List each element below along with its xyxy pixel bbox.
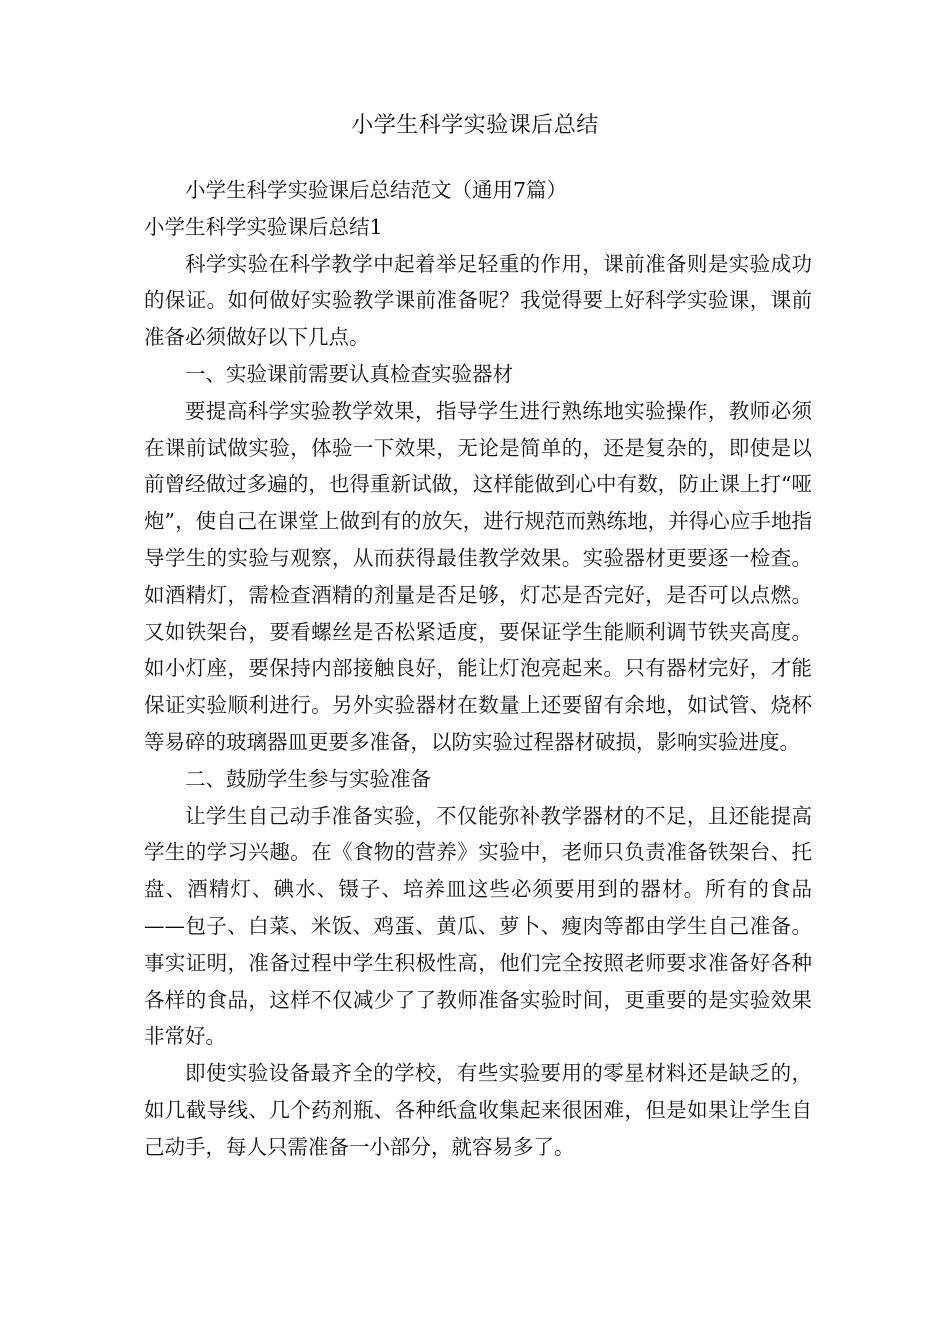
paragraph-check-equipment: 要提高科学实验教学效果，指导学生进行熟练地实验操作，教师必须在课前试做实验，体验一下效果，无论是简单的，还是复杂的，即使是以前曾经做过多遍的，也得重新试做，这样能做到心中有数，防止课上打“哑炮”，使自己在课堂上做到有的放矢，进行规范而熟练地，并得心应手地指导学生的实验与观察，从而获得最佳教学效果。实验器材更要逐一检查。如酒精灯，需检查酒精的剂量是否足够，灯芯是否完好，是否可以点燃。又如铁架台，要看螺丝是否松紧适度，要保证学生能顺利调节铁夹高度。如小灯座，要保持内部接触良好，能让灯泡亮起来。只有器材完好，才能保证实验顺利进行。另外实验器材在数量上还要留有余地，如试管、烧杯等易碎的玻璃器皿更要多准备，以防实验过程器材破损，影响实验进度。 (144, 398, 812, 754)
heading-check-equipment: 一、实验课前需要认真检查实验器材 (185, 361, 513, 386)
document-title: 小学生科学实验课后总结 (351, 113, 599, 138)
document-body (144, 172, 812, 1166)
paragraph-intro: 科学实验在科学教学中起着举足轻重的作用，课前准备则是实验成功的保证。如何做好实验教学课前准备呢？我觉得要上好科学实验课，课前准备必须做好以下几点。 (144, 251, 812, 350)
document-subtitle: 小学生科学实验课后总结范文（通用7篇） (185, 178, 568, 202)
paragraph-student-participation: 让学生自己动手准备实验，不仅能弥补教学器材的不足，且还能提高学生的学习兴趣。在《食物的营养》实验中，老师只负责准备铁架台、托盘、酒精灯、碘水、镊子、培养皿这些必须要用到的器材。所有的食品——包子、白菜、米饭、鸡蛋、黄瓜、萝卜、瘦肉等都由学生自己准备。事实证明，准备过程中学生积极性高，他们完全按照老师要求准备好各种各样的食品，这样不仅减少了了教师准备实验时间，更重要的是实验效果非常好。 (144, 803, 812, 1049)
section-heading: 小学生科学实验课后总结1 (144, 214, 383, 239)
heading-student-participation: 二、鼓励学生参与实验准备 (185, 766, 431, 791)
paragraph-materials: 即使实验设备最齐全的学校，有些实验要用的零星材料还是缺乏的，如几截导线、几个药剂瓶、各种纸盒收集起来很困难，但是如果让学生自己动手，每人只需准备一小部分，就容易多了。 (144, 1061, 812, 1159)
